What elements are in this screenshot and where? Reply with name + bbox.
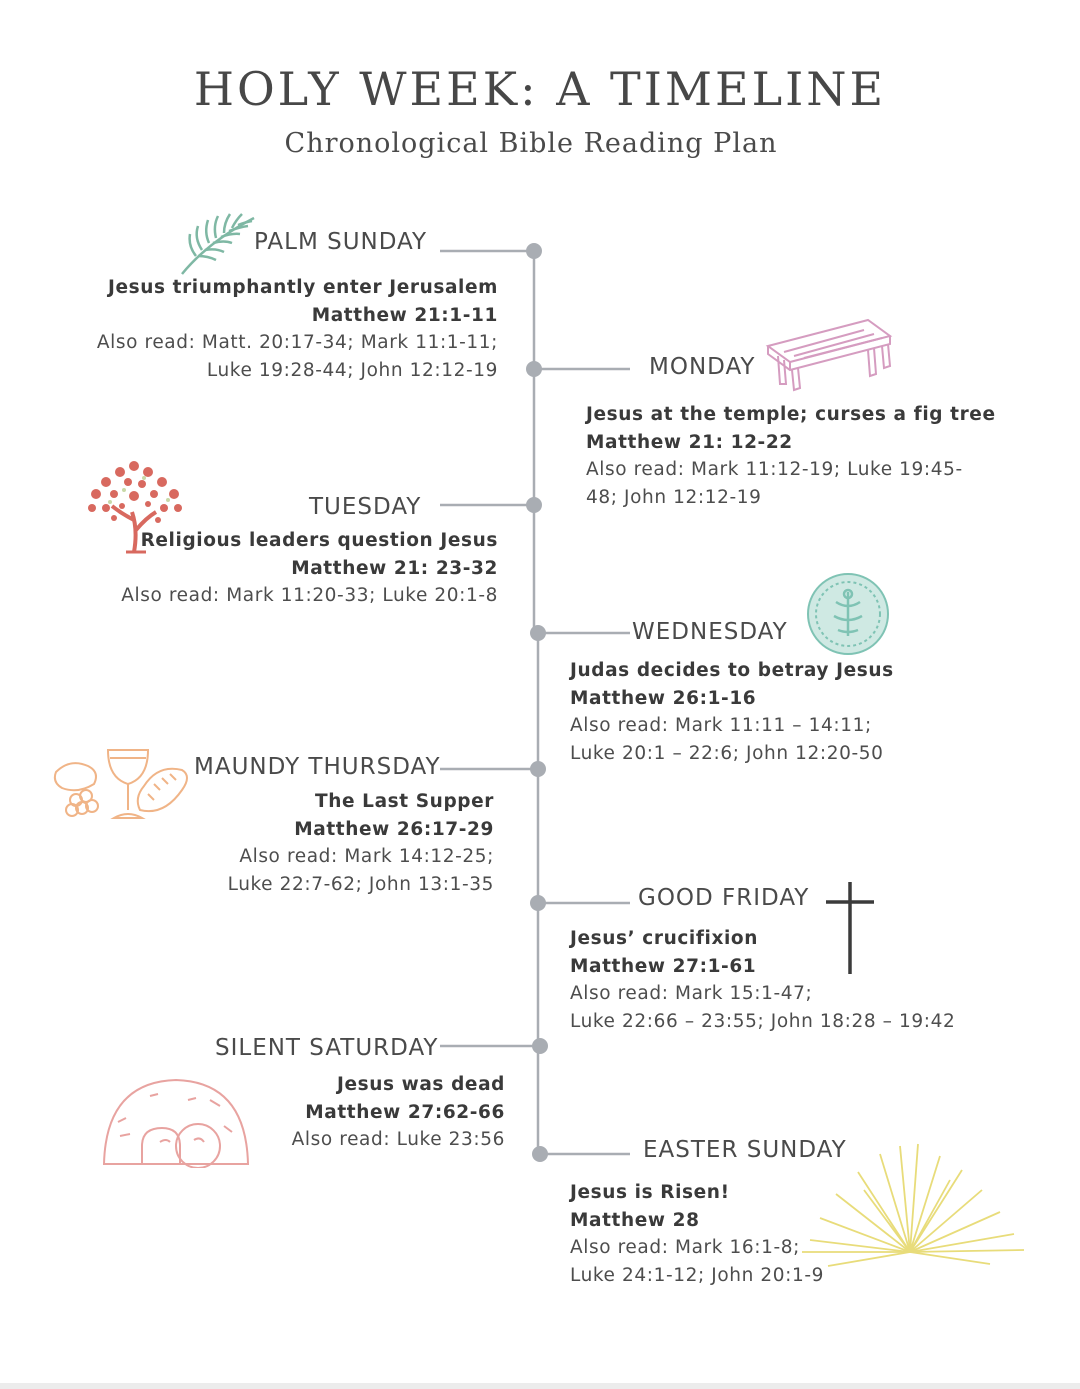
- day-label-wednesday: WEDNESDAY: [632, 619, 788, 645]
- chalice-bread-icon: [48, 740, 190, 826]
- also-read-monday-2: 48; John 12:12-19: [586, 486, 762, 508]
- day-block-wednesday: [570, 657, 894, 767]
- reference-easter-sunday: Matthew 28: [570, 1209, 700, 1231]
- sunburst-icon: [800, 1140, 1030, 1270]
- day-label-easter-sunday: EASTER SUNDAY: [643, 1137, 847, 1163]
- also-read-good-friday-1: Also read: Mark 15:1-47;: [570, 983, 813, 1004]
- event-monday: Jesus at the temple; curses a fig tree: [586, 404, 996, 425]
- day-block-palm-sunday: [97, 274, 498, 384]
- also-read-easter-sunday-1: Also read: Mark 16:1-8;: [570, 1237, 800, 1258]
- also-read-palm-sunday-1: Also read: Matt. 20:17-34; Mark 11:1-11;: [96, 332, 498, 353]
- page-subtitle: Chronological Bible Reading Plan: [284, 128, 778, 159]
- also-read-palm-sunday-2: Luke 19:28-44; John 12:12-19: [206, 359, 498, 381]
- day-block-good-friday: [570, 925, 955, 1035]
- also-read-monday-1: Also read: Mark 11:12-19; Luke 19:45-: [586, 459, 963, 480]
- reference-monday: Matthew 21: 12-22: [586, 431, 793, 453]
- also-read-maundy-thursday-2: Luke 22:7-62; John 13:1-35: [227, 873, 494, 895]
- node-maundy-thursday: [530, 761, 546, 777]
- node-silent-saturday: [532, 1038, 548, 1054]
- day-label-tuesday: TUESDAY: [309, 494, 422, 520]
- day-label-maundy-thursday: MAUNDY THURSDAY: [194, 754, 441, 780]
- day-label-monday: MONDAY: [649, 354, 756, 380]
- cross-icon: [824, 880, 876, 976]
- day-label-good-friday: GOOD FRIDAY: [638, 885, 810, 911]
- also-read-tuesday-1: Also read: Mark 11:20-33; Luke 20:1-8: [121, 585, 498, 606]
- event-easter-sunday: Jesus is Risen!: [570, 1182, 730, 1203]
- page-title: HOLY WEEK: A TIMELINE: [193, 62, 887, 116]
- palm-branch-icon: [178, 212, 258, 278]
- day-block-maundy-thursday: [228, 788, 494, 898]
- reference-wednesday: Matthew 26:1-16: [570, 687, 757, 709]
- bottom-border: [0, 1383, 1080, 1389]
- day-block-easter-sunday: [570, 1179, 824, 1289]
- event-silent-saturday: Jesus was dead: [336, 1074, 505, 1095]
- node-good-friday: [530, 895, 546, 911]
- also-read-good-friday-2: Luke 22:66 – 23:55; John 18:28 – 19:42: [570, 1010, 956, 1032]
- event-palm-sunday: Jesus triumphantly enter Jerusalem: [107, 277, 498, 298]
- node-easter-sunday: [532, 1146, 548, 1162]
- day-label-silent-saturday: SILENT SATURDAY: [215, 1035, 439, 1061]
- node-palm-sunday: [526, 243, 542, 259]
- coin-icon: [806, 572, 890, 656]
- reference-maundy-thursday: Matthew 26:17-29: [294, 818, 494, 840]
- node-tuesday: [526, 497, 542, 513]
- event-wednesday: Judas decides to betray Jesus: [570, 660, 894, 681]
- event-maundy-thursday: The Last Supper: [315, 791, 494, 812]
- day-label-palm-sunday: PALM SUNDAY: [254, 229, 428, 255]
- day-block-silent-saturday: [292, 1071, 505, 1154]
- also-read-easter-sunday-2: Luke 24:1-12; John 20:1-9: [570, 1264, 824, 1286]
- event-good-friday: Jesus’ crucifixion: [570, 928, 759, 949]
- reference-good-friday: Matthew 27:1-61: [570, 955, 757, 977]
- also-read-wednesday-1: Also read: Mark 11:11 – 14:11;: [570, 715, 872, 736]
- table-icon: [764, 316, 894, 394]
- also-read-silent-saturday-1: Also read: Luke 23:56: [291, 1129, 505, 1150]
- node-monday: [526, 361, 542, 377]
- fig-tree-icon: [84, 456, 188, 554]
- reference-tuesday: Matthew 21: 23-32: [291, 557, 498, 579]
- also-read-wednesday-2: Luke 20:1 – 22:6; John 12:20-50: [570, 742, 884, 764]
- day-block-monday: [586, 401, 996, 511]
- reference-palm-sunday: Matthew 21:1-11: [311, 304, 498, 326]
- reference-silent-saturday: Matthew 27:62-66: [305, 1101, 505, 1123]
- also-read-maundy-thursday-1: Also read: Mark 14:12-25;: [239, 846, 494, 867]
- node-wednesday: [530, 625, 546, 641]
- event-tuesday: Religious leaders question Jesus: [140, 530, 498, 551]
- tomb-icon: [100, 1076, 252, 1168]
